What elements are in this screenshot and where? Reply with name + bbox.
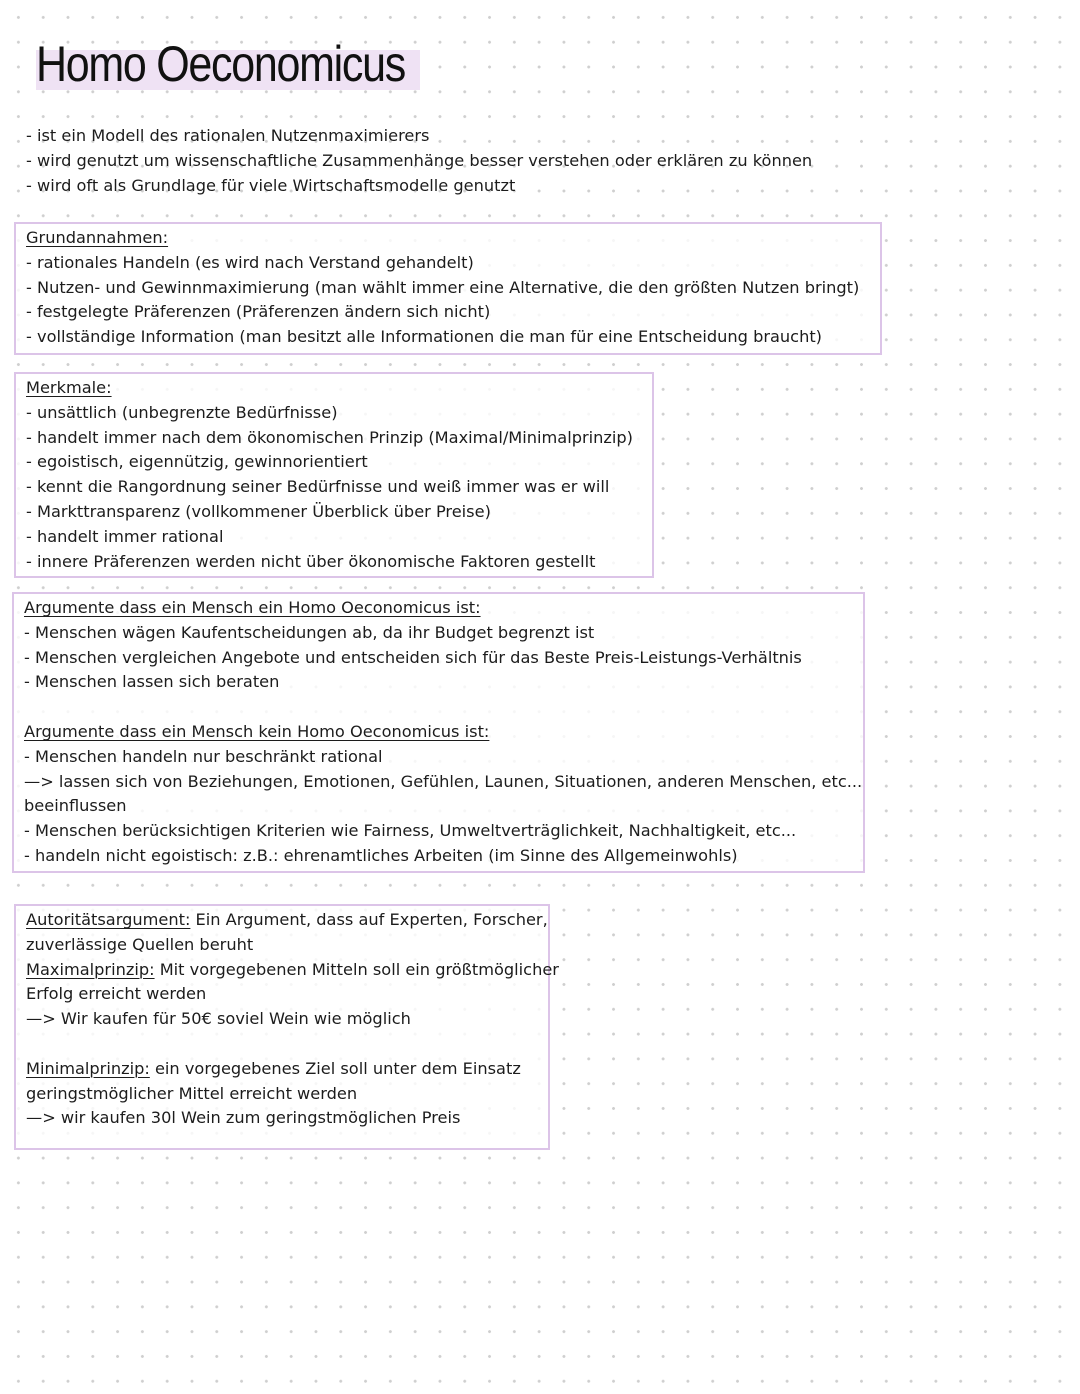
spacer: [26, 1032, 559, 1057]
definition-maximal: [26, 958, 559, 983]
argumente-pro-item: - Menschen lassen sich beraten: [24, 672, 280, 692]
grundannahmen-box: [14, 222, 882, 355]
definition-text: Mit vorgegebenen Mitteln soll ein größtmöglicher: [154, 959, 559, 979]
definition-text: ein vorgegebenes Ziel soll unter dem Einsatz: [149, 1058, 521, 1078]
argumente-pro-item: - Menschen wägen Kaufentscheidungen ab, da ihr Budget begrenzt ist: [24, 622, 595, 642]
merkmale-item: - kennt die Rangordnung seiner Bedürfnisse und weiß immer was er will: [26, 477, 610, 497]
merkmale-box: [14, 372, 654, 578]
intro-item: - wird oft als Grundlage für viele Wirtschaftsmodelle genutzt: [26, 175, 516, 195]
merkmale-item: - Markttransparenz (vollkommener Überblick über Preise): [26, 501, 491, 521]
definition-example: —> wir kaufen 30l Wein zum geringstmöglichen Preis: [26, 1108, 461, 1128]
term-autoritaetsargument: Autoritätsargument:: [26, 910, 191, 929]
argumente-contra-item: - Menschen handeln nur beschränkt rational: [24, 746, 383, 766]
definition-text: zuverlässige Quellen beruht: [26, 934, 254, 954]
merkmale-item: - innere Präferenzen werden nicht über ökonomische Faktoren gestellt: [26, 551, 596, 571]
definition-example: —> Wir kaufen für 50€ soviel Wein wie möglich: [26, 1009, 411, 1029]
definition-text: geringstmöglicher Mittel erreicht werden: [26, 1083, 358, 1103]
grundannahmen-item: - festgelegte Präferenzen (Präferenzen ändern sich nicht): [26, 302, 491, 322]
grundannahmen-item: - vollständige Information (man besitzt alle Informationen die man für eine Entscheidung braucht): [26, 327, 823, 347]
definition-autoritaet: [26, 908, 559, 933]
argumente-contra-item: beeinflussen: [24, 796, 127, 816]
term-minimalprinzip: Minimalprinzip:: [26, 1058, 150, 1078]
intro-item: - wird genutzt um wissenschaftliche Zusammenhänge besser verstehen oder erklären zu können: [26, 150, 813, 170]
merkmale-item: - handelt immer nach dem ökonomischen Prinzip (Maximal/Minimalprinzip): [26, 427, 633, 447]
merkmale-heading: Merkmale:: [26, 378, 112, 397]
grundannahmen-item: - rationales Handeln (es wird nach Verstand gehandelt): [26, 252, 474, 272]
intro-item: - ist ein Modell des rationalen Nutzenmaximierers: [26, 126, 430, 145]
definition-text: Ein Argument, dass auf Experten, Forscher,: [190, 910, 548, 929]
argumente-contra-heading: Argumente dass ein Mensch kein Homo Oeconomicus ist:: [24, 721, 490, 741]
argumente-contra-item: - handeln nicht egoistisch: z.B.: ehrenamtliches Arbeiten (im Sinne des Allgemeinwohls): [24, 845, 738, 865]
intro-list: [26, 124, 812, 198]
grundannahmen-heading: Grundannahmen:: [26, 228, 169, 247]
term-maximalprinzip: Maximalprinzip:: [26, 959, 155, 979]
page-title: Homo Oeconomicus: [36, 36, 405, 92]
definitionen-box: [14, 904, 559, 1150]
argumente-contra-item: - Menschen berücksichtigen Kriterien wie Fairness, Umweltverträglichkeit, Nachhaltigkeit, etc...: [24, 821, 797, 841]
definition-minimal: [26, 1057, 559, 1082]
argumente-box: [12, 592, 865, 873]
merkmale-item: - egoistisch, eigennützig, gewinnorientiert: [26, 452, 368, 472]
spacer: [24, 695, 862, 720]
merkmale-item: - handelt immer rational: [26, 526, 224, 546]
argumente-contra-item: —> lassen sich von Beziehungen, Emotionen, Gefühlen, Launen, Situationen, anderen Menschen, etc...: [24, 771, 863, 791]
definition-text: Erfolg erreicht werden: [26, 984, 207, 1004]
grundannahmen-item: - Nutzen- und Gewinnmaximierung (man wählt immer eine Alternative, die den größten Nutzen bringt): [26, 277, 860, 297]
argumente-pro-item: - Menschen vergleichen Angebote und entscheiden sich für das Beste Preis-Leistungs-Verhältnis: [24, 647, 802, 667]
merkmale-item: - unsättlich (unbegrenzte Bedürfnisse): [26, 402, 338, 422]
argumente-pro-heading: Argumente dass ein Mensch ein Homo Oeconomicus ist:: [24, 598, 481, 617]
